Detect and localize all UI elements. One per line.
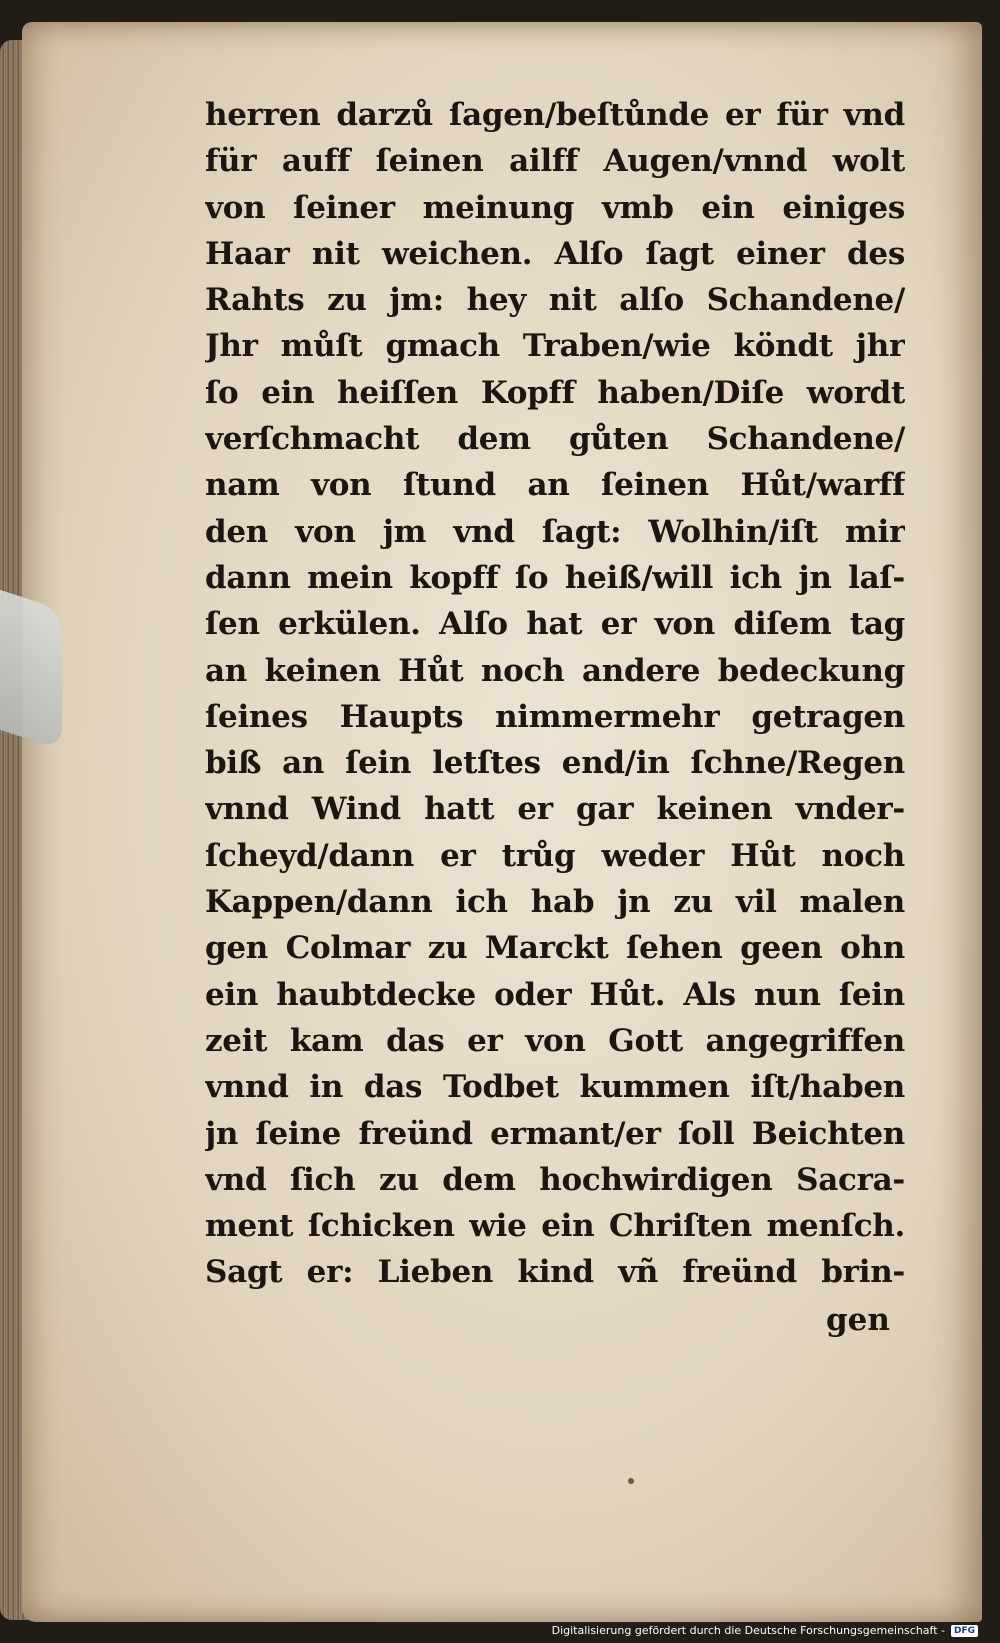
text-line: dann mein kopff ſo heiß/will ich jn laſ- <box>205 559 905 596</box>
text-line: ſen erkülen. Alſo hat er von diſem tag <box>205 606 905 643</box>
text-line: nam von ſtund an ſeinen Hůt/warff <box>205 467 905 504</box>
text-line: Jhr můſt gmach Traben/wie köndt jhr <box>205 328 905 365</box>
text-line: vnnd in das Todbet kummen iſt/haben <box>205 1069 905 1106</box>
text-line: ſo ein heiſſen Kopff haben/Diſe wordt <box>205 374 905 411</box>
text-line: den von jm vnd ſagt: Wolhin/iſt mir <box>205 513 905 550</box>
text-line: vnnd Wind hatt er gar keinen vnder- <box>205 791 905 828</box>
text-line: vnd ſich zu dem hochwirdigen Sacra- <box>205 1161 905 1198</box>
text-line: biß an ſein letſtes end/in ſchne/Regen <box>205 745 905 782</box>
ink-speck <box>628 1478 634 1484</box>
text-line: zeit kam das er von Gott angegriffen <box>205 1022 905 1059</box>
text-line: Haar nit weichen. Alſo ſagt einer des <box>205 235 905 272</box>
dfg-logo: DFG <box>951 1625 978 1637</box>
text-line: Sagt er: Lieben kind vñ freünd brin- <box>205 1254 905 1291</box>
text-line: an keinen Hůt noch andere bedeckung <box>205 652 905 689</box>
text-line: Rahts zu jm: hey nit alſo Schandene/ <box>205 282 905 319</box>
text-line: ein haubtdecke oder Hůt. Als nun ſein <box>205 976 905 1013</box>
text-line: gen Colmar zu Marckt ſehen geen ohn <box>205 930 905 967</box>
text-line: verſchmacht dem gůten Schandene/ <box>205 421 905 458</box>
body-text <box>205 92 905 1296</box>
text-line: von ſeiner meinung vmb ein einiges <box>205 189 905 226</box>
digitization-credit <box>552 1624 978 1637</box>
text-line: jn ſeine freünd ermant/er ſoll Beichten <box>205 1115 905 1152</box>
text-line: Kappen/dann ich hab jn zu vil malen <box>205 884 905 921</box>
bookmark-strip <box>0 590 62 750</box>
text-line: ſcheyd/dann er trůg weder Hůt noch <box>205 837 905 874</box>
text-line: für auff ſeinen ailff Augen/vnnd wolt <box>205 143 905 180</box>
credit-text: Digitalisierung gefördert durch die Deutsche Forschungsgemeinschaft - <box>551 1624 945 1637</box>
text-line: ment ſchicken wie ein Chriſten menſch. <box>205 1208 905 1245</box>
text-line: ſeines Haupts nimmermehr getragen <box>205 698 905 735</box>
text-line: herren darzů ſagen/beſtůnde er für vnd <box>205 97 905 133</box>
catchword: gen <box>826 1302 890 1338</box>
